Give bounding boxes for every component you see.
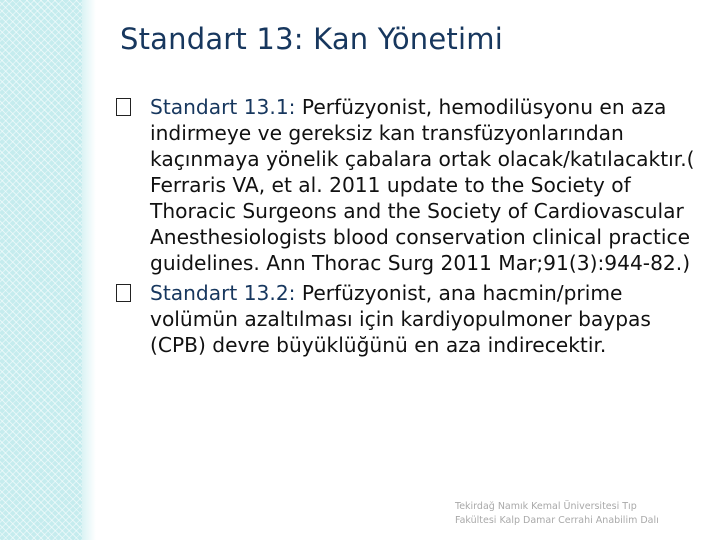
footer-line-1: Tekirdağ Namık Kemal Üniversitesi Tıp	[455, 501, 637, 512]
decorative-band-edge	[82, 0, 96, 540]
standard-label: Standart 13.1:	[150, 95, 296, 119]
square-bullet-icon	[116, 98, 131, 116]
standard-text: Perfüzyonist, ana hacmin/prime volümün azaltılması için kardiyopulmoner baypas (CPB) devre büyüklüğünü en aza indirecektir.	[150, 281, 651, 357]
slide-title: Standart 13: Kan Yönetimi	[120, 22, 503, 56]
bullet-item-standard-13-1	[116, 94, 702, 276]
footer-line-2: Fakültesi Kalp Damar Cerrahi Anabilim Dalı	[455, 515, 659, 526]
footer-institution	[455, 500, 695, 528]
bullet-list	[116, 94, 702, 362]
standard-label: Standart 13.2:	[150, 281, 296, 305]
decorative-left-band	[0, 0, 82, 540]
square-bullet-icon	[116, 284, 131, 302]
standard-text: Perfüzyonist, hemodilüsyonu en aza indirmeye ve gereksiz kan transfüzyonlarından kaçınmaya yönelik çabalara ortak olacak/katılacaktır.( Ferraris VA, et al. 2011 update to the Society of Thoracic Surgeons and the Society of Cardiovascular Anesthesiologists blood conservation clinical practice guidelines. Ann Thorac Surg 2011 Mar;91(3):944-82.)	[150, 95, 695, 275]
bullet-item-standard-13-2	[116, 280, 702, 358]
